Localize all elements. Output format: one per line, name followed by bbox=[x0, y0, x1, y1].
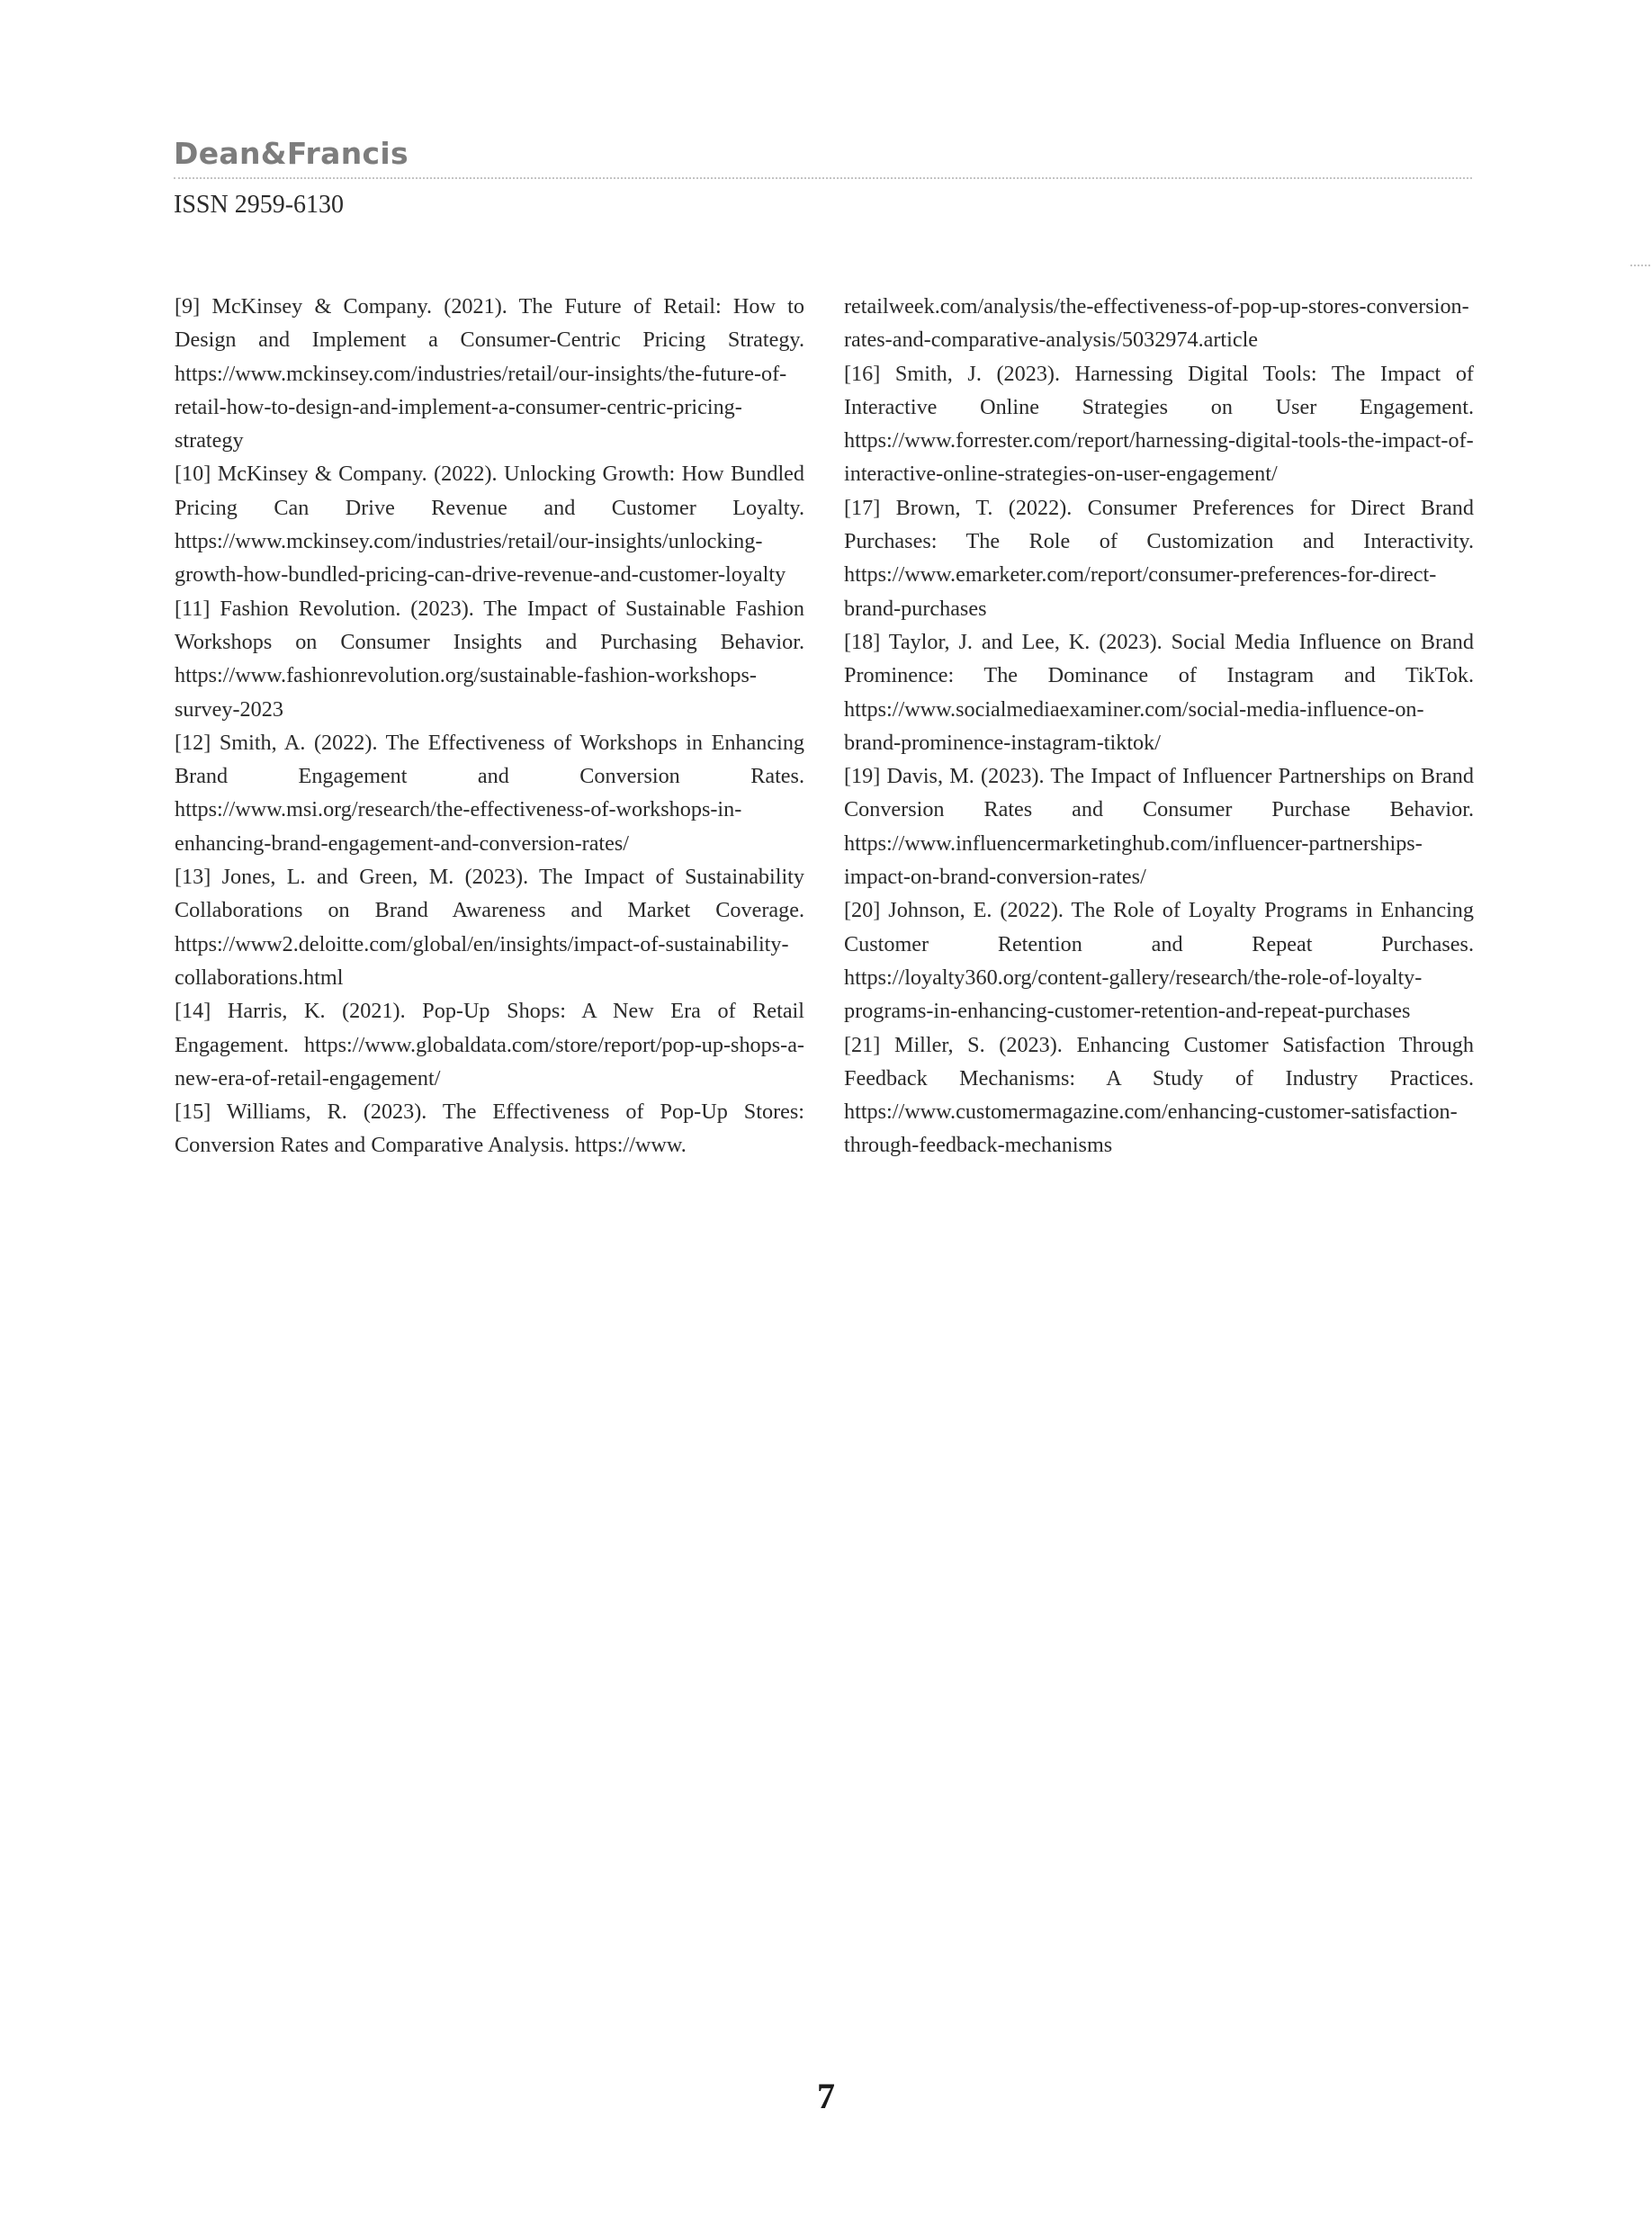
issn-label: ISSN 2959-6130 bbox=[174, 191, 345, 219]
page-number: 7 bbox=[817, 2076, 835, 2116]
reference-16: [16] Smith, J. (2023). Harnessing Digital Tools: The Impact of Interactive Online Strategies on User Engagement. https://www.forrester.com/report/harnessing-digital-tools-the-impact-of-interactive-online-strategies-on-user-engagement/ bbox=[844, 361, 1474, 487]
reference-17: [17] Brown, T. (2022). Consumer Preferences for Direct Brand Purchases: The Role of Customization and Interactivity. https://www.emarketer.com/report/consumer-preferences-for-direct-brand-purchases bbox=[844, 495, 1474, 621]
reference-19: [19] Davis, M. (2023). The Impact of Influencer Partnerships on Brand Conversion Rates and Consumer Purchase Behavior. https://www.influencermarketinghub.com/influencer-partnerships-impact-on-brand-conversion-rates/ bbox=[844, 764, 1474, 890]
reference-20: [20] Johnson, E. (2022). The Role of Loyalty Programs in Enhancing Customer Retention and Repeat Purchases. https://loyalty360.org/content-gallery/research/the-role-of-loyalty-programs-in-enhancing-customer-retention-and-repeat-purchases bbox=[844, 898, 1474, 1024]
references-left-column bbox=[175, 290, 804, 1162]
reference-13: [13] Jones, L. and Green, M. (2023). The Impact of Sustainability Collaborations on Brand Awareness and Market Coverage. https://www2.deloitte.com/global/en/insights/impact-of-sustainability-collaborations.html bbox=[175, 865, 804, 990]
reference-11: [11] Fashion Revolution. (2023). The Impact of Sustainable Fashion Workshops on Consumer Insights and Purchasing Behavior. https://www.fashionrevolution.org/sustainable-fashion-workshops-survey-2023 bbox=[175, 596, 804, 722]
reference-15: [15] Williams, R. (2023). The Effectiveness of Pop-Up Stores: Conversion Rates and Comparative Analysis. https://www. bbox=[175, 1100, 804, 1158]
reference-12: [12] Smith, A. (2022). The Effectiveness of Workshops in Enhancing Brand Engagement and Conversion Rates. https://www.msi.org/research/the-effectiveness-of-workshops-in-enhancing-brand-engagement-and-conversion-rates/ bbox=[175, 730, 804, 856]
reference-21: [21] Miller, S. (2023). Enhancing Customer Satisfaction Through Feedback Mechanisms: A Study of Industry Practices. https://www.customermagazine.com/enhancing-customer-satisfaction-through-feedback-mechanisms bbox=[844, 1032, 1474, 1158]
references-right-column bbox=[844, 290, 1474, 1162]
reference-14: [14] Harris, K. (2021). Pop-Up Shops: A New Era of Retail Engagement. https://www.globaldata.com/store/report/pop-up-shops-a-new-era-of-retail-engagement/ bbox=[175, 999, 804, 1091]
reference-9: [9] McKinsey & Company. (2021). The Future of Retail: How to Design and Implement a Consumer-Centric Pricing Strategy. https://www.mckinsey.com/industries/retail/our-insights/the-future-of-retail-how-to-design-and-implement-a-consumer-centric-pricing-strategy bbox=[175, 294, 804, 453]
journal-logo: Dean&Francis bbox=[174, 136, 409, 171]
reference-18: [18] Taylor, J. and Lee, K. (2023). Social Media Influence on Brand Prominence: The Dominance of Instagram and TikTok. https://www.socialmediaexaminer.com/social-media-influence-on-brand-prominence-instagram-tiktok/ bbox=[844, 629, 1474, 755]
reference-15-continued: retailweek.com/analysis/the-effectiveness-of-pop-up-stores-conversion-rates-and-comparative-analysis/5032974.article bbox=[844, 294, 1469, 353]
reference-10: [10] McKinsey & Company. (2022). Unlocking Growth: How Bundled Pricing Can Drive Revenue and Customer Loyalty. https://www.mckinsey.com/industries/retail/our-insights/unlocking-growth-how-bundled-pricing-can-drive-revenue-and-customer-loyalty bbox=[175, 462, 804, 588]
edge-divider bbox=[1630, 265, 1650, 266]
header-divider bbox=[174, 177, 1472, 179]
